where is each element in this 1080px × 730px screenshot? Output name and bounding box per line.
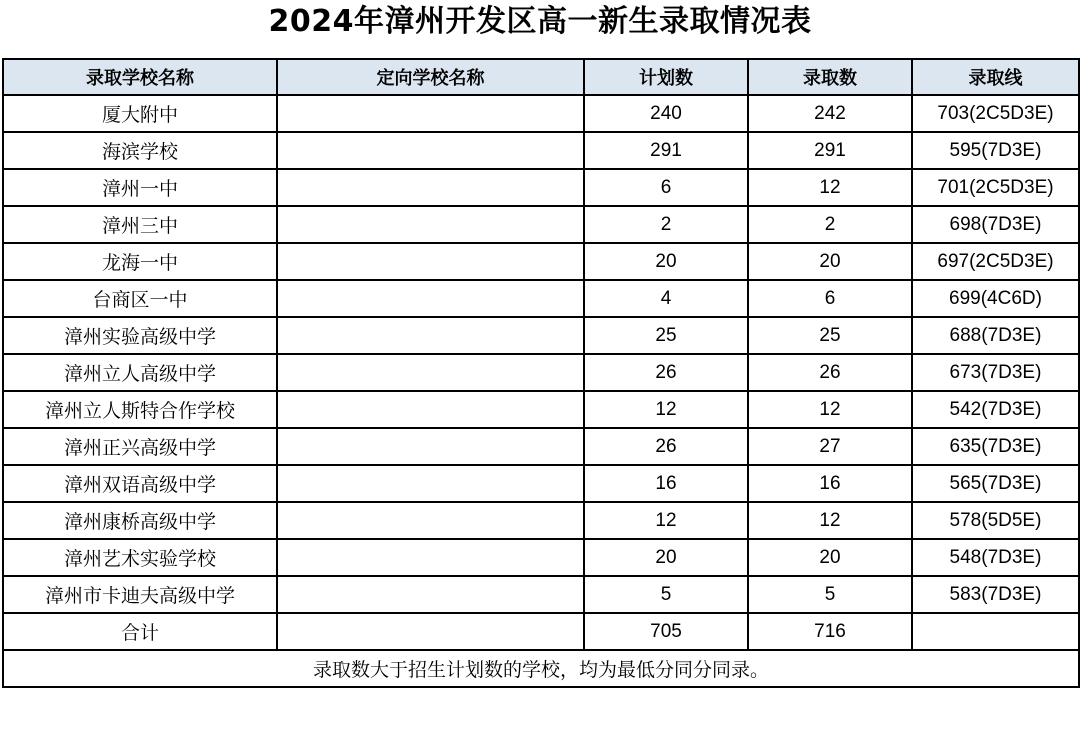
- cell-school: 漳州康桥高级中学: [3, 502, 277, 539]
- header-admitting-school: 录取学校名称: [3, 59, 277, 95]
- cell-admitted: 12: [748, 502, 912, 539]
- header-directed-school: 定向学校名称: [277, 59, 584, 95]
- cell-directed: [277, 354, 584, 391]
- table-note: 录取数大于招生计划数的学校，均为最低分同分同录。: [3, 650, 1079, 687]
- cell-plan: 20: [584, 539, 748, 576]
- total-label: 合计: [3, 613, 277, 650]
- cell-school: 厦大附中: [3, 95, 277, 132]
- total-admitted: 716: [748, 613, 912, 650]
- cell-cutoff: 699(4C6D): [912, 280, 1079, 317]
- cell-school: 台商区一中: [3, 280, 277, 317]
- cell-admitted: 6: [748, 280, 912, 317]
- header-row: [3, 59, 1079, 95]
- admission-table: [2, 58, 1080, 688]
- cell-school: 漳州立人斯特合作学校: [3, 391, 277, 428]
- table-row: [3, 391, 1079, 428]
- cell-admitted: 20: [748, 243, 912, 280]
- cell-cutoff: 688(7D3E): [912, 317, 1079, 354]
- cell-plan: 16: [584, 465, 748, 502]
- cell-admitted: 27: [748, 428, 912, 465]
- cell-cutoff: 673(7D3E): [912, 354, 1079, 391]
- header-plan-count: 计划数: [584, 59, 748, 95]
- table-row: [3, 502, 1079, 539]
- cell-cutoff: 698(7D3E): [912, 206, 1079, 243]
- cell-cutoff: 635(7D3E): [912, 428, 1079, 465]
- cell-plan: 291: [584, 132, 748, 169]
- cell-school: 海滨学校: [3, 132, 277, 169]
- table-row: [3, 317, 1079, 354]
- total-cutoff: [912, 613, 1079, 650]
- cell-plan: 25: [584, 317, 748, 354]
- cell-directed: [277, 95, 584, 132]
- cell-admitted: 25: [748, 317, 912, 354]
- cell-directed: [277, 391, 584, 428]
- table-row: [3, 132, 1079, 169]
- cell-cutoff: 595(7D3E): [912, 132, 1079, 169]
- cell-plan: 240: [584, 95, 748, 132]
- cell-school: 漳州双语高级中学: [3, 465, 277, 502]
- total-plan: 705: [584, 613, 748, 650]
- cell-admitted: 12: [748, 391, 912, 428]
- cell-directed: [277, 576, 584, 613]
- cell-cutoff: 578(5D5E): [912, 502, 1079, 539]
- table-row: [3, 465, 1079, 502]
- cell-school: 漳州市卡迪夫高级中学: [3, 576, 277, 613]
- cell-admitted: 242: [748, 95, 912, 132]
- cell-plan: 4: [584, 280, 748, 317]
- cell-admitted: 20: [748, 539, 912, 576]
- cell-directed: [277, 132, 584, 169]
- cell-directed: [277, 280, 584, 317]
- cell-cutoff: 701(2C5D3E): [912, 169, 1079, 206]
- cell-directed: [277, 428, 584, 465]
- note-row: [3, 650, 1079, 687]
- cell-school: 龙海一中: [3, 243, 277, 280]
- cell-plan: 6: [584, 169, 748, 206]
- cell-plan: 20: [584, 243, 748, 280]
- cell-school: 漳州艺术实验学校: [3, 539, 277, 576]
- table-body: [3, 95, 1079, 687]
- cell-admitted: 2: [748, 206, 912, 243]
- cell-admitted: 12: [748, 169, 912, 206]
- cell-cutoff: 697(2C5D3E): [912, 243, 1079, 280]
- table-row: [3, 95, 1079, 132]
- cell-admitted: 5: [748, 576, 912, 613]
- cell-plan: 12: [584, 391, 748, 428]
- table-row: [3, 243, 1079, 280]
- cell-directed: [277, 169, 584, 206]
- total-directed: [277, 613, 584, 650]
- table-row: [3, 428, 1079, 465]
- cell-plan: 26: [584, 428, 748, 465]
- total-row: [3, 613, 1079, 650]
- cell-cutoff: 703(2C5D3E): [912, 95, 1079, 132]
- cell-cutoff: 583(7D3E): [912, 576, 1079, 613]
- table-row: [3, 354, 1079, 391]
- cell-cutoff: 548(7D3E): [912, 539, 1079, 576]
- table-row: [3, 576, 1079, 613]
- cell-directed: [277, 539, 584, 576]
- header-admitted-count: 录取数: [748, 59, 912, 95]
- cell-cutoff: 565(7D3E): [912, 465, 1079, 502]
- cell-directed: [277, 317, 584, 354]
- cell-plan: 5: [584, 576, 748, 613]
- cell-admitted: 291: [748, 132, 912, 169]
- header-cutoff: 录取线: [912, 59, 1079, 95]
- table-row: [3, 539, 1079, 576]
- cell-plan: 12: [584, 502, 748, 539]
- cell-school: 漳州正兴高级中学: [3, 428, 277, 465]
- cell-directed: [277, 465, 584, 502]
- cell-plan: 26: [584, 354, 748, 391]
- table-row: [3, 169, 1079, 206]
- cell-school: 漳州实验高级中学: [3, 317, 277, 354]
- cell-plan: 2: [584, 206, 748, 243]
- cell-admitted: 16: [748, 465, 912, 502]
- cell-school: 漳州三中: [3, 206, 277, 243]
- cell-cutoff: 542(7D3E): [912, 391, 1079, 428]
- cell-school: 漳州立人高级中学: [3, 354, 277, 391]
- cell-school: 漳州一中: [3, 169, 277, 206]
- cell-directed: [277, 502, 584, 539]
- cell-directed: [277, 243, 584, 280]
- cell-admitted: 26: [748, 354, 912, 391]
- cell-directed: [277, 206, 584, 243]
- table-row: [3, 206, 1079, 243]
- table-row: [3, 280, 1079, 317]
- page-title: 2024年漳州开发区高一新生录取情况表: [268, 4, 812, 39]
